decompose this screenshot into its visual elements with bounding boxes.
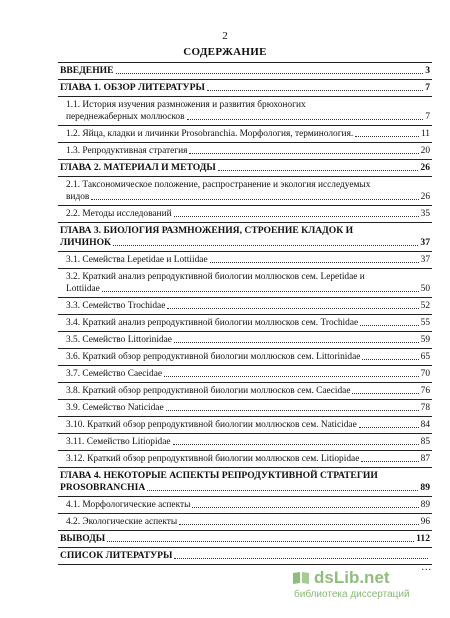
dot-leader: [174, 215, 419, 217]
toc-entry-page: 89: [420, 482, 430, 493]
toc-entry-page: 50: [420, 284, 430, 294]
dot-leader: [147, 489, 418, 491]
toc-entry-text: 4.1. Морфологические аспекты: [66, 500, 191, 510]
toc-entry-page: 11: [420, 129, 430, 139]
toc-entry-page: 70: [420, 369, 430, 379]
toc-entry-text: 3.4. Краткий анализ репродуктивной биологии моллюсков сем. Trochidae: [66, 318, 359, 328]
toc-entry-text-line1: 2.1. Таксономическое положение, распространение и экология исследуемых: [66, 180, 371, 190]
toc-entry-page: 26: [420, 162, 430, 173]
toc-entry-text: 3.11. Семейство Litiopidae: [66, 437, 171, 447]
watermark: [292, 568, 442, 608]
toc-entry: [58, 548, 432, 564]
toc-entry-text: 3.6. Краткий обзор репродуктивной биологии моллюсков сем. Littorinidae: [66, 352, 361, 362]
toc-entry: [58, 497, 432, 514]
toc-entry-page: 89: [420, 500, 430, 510]
toc-entry-page: 96: [420, 517, 430, 527]
toc-entry: [58, 315, 432, 332]
dot-leader: [164, 375, 419, 377]
toc-entry: [58, 349, 432, 366]
toc-entry-text: 3.5. Семейство Littorinidae: [66, 335, 172, 345]
toc-entry: [58, 223, 432, 252]
toc-entry-page: 20: [420, 146, 430, 156]
toc-entry-text: 3.10. Краткий обзор репродуктивной биологии моллюсков сем. Naticidae: [66, 420, 357, 430]
toc-entry-text: 4.2. Экологические аспекты: [66, 517, 178, 527]
dot-leader: [179, 523, 418, 525]
dot-leader: [189, 152, 418, 154]
toc-entry: [58, 417, 432, 434]
toc-entry: [58, 97, 432, 126]
toc-entry: [58, 298, 432, 315]
toc-entry-text: ВВЕДЕНИЕ: [60, 65, 114, 76]
toc-entry: [58, 126, 432, 143]
dot-leader: [359, 426, 419, 428]
toc-entry-page: 112: [416, 533, 430, 544]
table-of-contents: [58, 62, 432, 565]
dot-leader: [210, 261, 419, 263]
toc-entry: [58, 514, 432, 531]
toc-entry-text-line1: ГЛАВА 4. НЕКОТОРЫЕ АСПЕКТЫ РЕПРОДУКТИВНОЙ СТРАТЕГИИ: [60, 470, 378, 481]
toc-entry: [58, 160, 432, 177]
dot-leader: [187, 118, 424, 120]
toc-entry-page: 3: [425, 65, 430, 76]
toc-entry-text: ГЛАВА 2. МАТЕРИАЛ И МЕТОДЫ: [60, 162, 216, 173]
toc-entry-page: 7: [425, 112, 430, 122]
page-title: СОДЕРЖАНИЕ: [183, 46, 267, 58]
toc-entry: [58, 252, 432, 269]
toc-entry-text: ГЛАВА 1. ОБЗОР ЛИТЕРАТУРЫ: [60, 82, 205, 93]
toc-entry-text: 3.7. Семейство Caecidae: [66, 369, 163, 379]
dot-leader: [207, 89, 423, 91]
toc-entry-text: переднежаберных моллюсков: [66, 112, 185, 122]
dot-leader: [352, 392, 418, 394]
dot-leader: [167, 307, 418, 309]
toc-entry: [58, 531, 432, 548]
toc-entry-page: 55: [420, 318, 430, 328]
dot-leader: [91, 198, 418, 200]
toc-entry: [58, 143, 432, 160]
toc-entry-text: видов: [66, 192, 90, 202]
toc-entry-text: 3.3. Семейство Trochidae: [66, 301, 166, 311]
toc-entry-page: 26: [420, 192, 430, 202]
toc-entry-text: 1.3. Репродуктивная стратегия: [66, 146, 188, 156]
toc-entry: [58, 63, 432, 80]
toc-entry-text: 2.2. Методы исследований: [66, 209, 172, 219]
dot-leader: [102, 290, 419, 292]
toc-entry: [58, 451, 432, 468]
toc-entry-page: 65: [420, 352, 430, 362]
toc-entry-text: PROSOBRANCHIA: [60, 482, 146, 493]
toc-entry-page: 78: [420, 403, 430, 413]
dot-leader: [174, 341, 419, 343]
toc-entry-text: 1.2. Яйца, кладки и личинки Prosobranchia. Морфология, терминология.: [66, 129, 354, 139]
dot-leader: [113, 244, 418, 246]
toc-entry-page: 35: [420, 209, 430, 219]
toc-entry-page: 59: [420, 335, 430, 345]
toc-entry-page: 76: [420, 386, 430, 396]
toc-entry-text-line1: 3.2. Краткий анализ репродуктивной биологии моллюсков сем. Lepetidae и: [66, 272, 365, 282]
toc-entry: [58, 366, 432, 383]
watermark-subtitle: библиотека диссертаций: [294, 589, 410, 600]
toc-entry-text-line1: ГЛАВА 3. БИОЛОГИЯ РАЗМНОЖЕНИЯ, СТРОЕНИЕ КЛАДОК И: [60, 225, 354, 236]
toc-entry-text: 3.8. Краткий обзор репродуктивной биологии моллюсков сем. Caecidae: [66, 386, 351, 396]
toc-entry-page: 37: [420, 237, 430, 248]
dot-leader: [360, 324, 418, 326]
toc-entry: [58, 206, 432, 223]
trailing-marks: ...: [421, 562, 432, 573]
dot-leader: [192, 506, 418, 508]
watermark-brand: dsLib.net: [314, 568, 390, 587]
toc-entry-text: 3.12. Краткий обзор репродуктивной биологии моллюсков сем. Litiopidae: [66, 454, 360, 464]
toc-entry: [58, 269, 432, 298]
dot-leader: [362, 358, 418, 360]
toc-entry-text: Lottiidae: [66, 284, 100, 294]
dot-leader: [355, 135, 419, 137]
toc-entry: [58, 177, 432, 206]
toc-entry-page: 37: [420, 255, 430, 265]
dot-leader: [361, 460, 418, 462]
toc-entry-text: ВЫВОДЫ: [60, 533, 106, 544]
toc-entry: [58, 468, 432, 497]
book-logo-icon: [292, 571, 310, 585]
toc-entry-page: 87: [420, 454, 430, 464]
toc-entry-text: 3.9. Семейство Naticidae: [66, 403, 164, 413]
dot-leader: [166, 409, 419, 411]
toc-entry-page: 52: [420, 301, 430, 311]
toc-entry-text: ЛИЧИНОК: [60, 237, 111, 248]
page-number: 2: [222, 30, 228, 42]
toc-entry-page: 84: [420, 420, 430, 430]
dot-leader: [107, 540, 414, 542]
dot-leader: [218, 169, 419, 171]
toc-entry-text-line1: 1.1. История изучения размножения и развития брюхоногих: [66, 100, 306, 110]
toc-entry-text: СПИСОК ЛИТЕРАТУРЫ: [60, 550, 173, 561]
toc-entry: [58, 400, 432, 417]
dot-leader: [116, 72, 424, 74]
toc-entry: [58, 80, 432, 97]
toc-entry: [58, 434, 432, 451]
toc-entry: [58, 332, 432, 349]
toc-entry-text: 3.1. Семейства Lepetidae и Lottiidae: [66, 255, 208, 265]
dot-leader: [173, 443, 419, 445]
toc-entry: [58, 383, 432, 400]
toc-entry-page: 85: [420, 437, 430, 447]
dot-leader: [174, 557, 428, 559]
toc-entry-page: 7: [425, 82, 430, 93]
